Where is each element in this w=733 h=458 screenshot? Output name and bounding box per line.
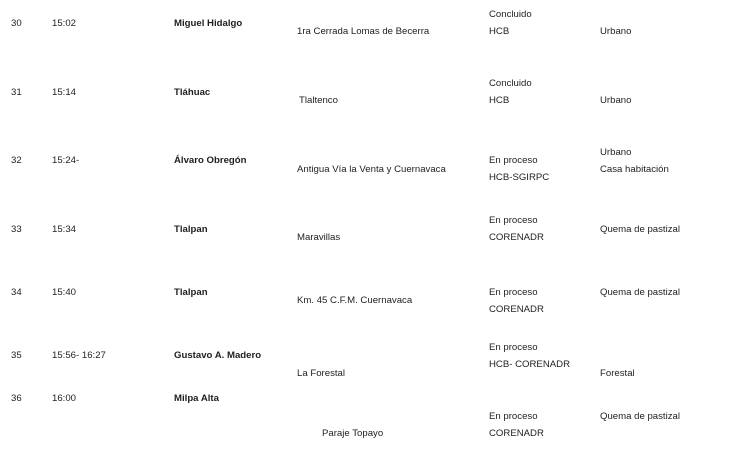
row-estado: Concluido [489,9,532,20]
row-estado: En proceso [489,411,538,422]
row-number: 32 [11,155,22,166]
row-time: 15:24- [52,155,80,166]
row-dependencia: HCB [489,26,510,37]
row-estado: Concluido [489,78,532,89]
row-tipo: Quema de pastizal [600,287,680,298]
row-delegacion: Tláhuac [174,87,211,98]
row-dependencia: HCB-SGIRPC [489,172,550,183]
row-tipo: Quema de pastizal [600,224,680,235]
row-lugar: Paraje Topayo [322,428,384,439]
row-lugar: Antigua Vía la Venta y Cuernavaca [297,164,446,175]
row-dependencia: CORENADR [489,428,544,439]
row-tipo: Forestal [600,368,635,379]
row-dependencia: HCB- CORENADR [489,359,571,370]
row-lugar: Km. 45 C.F.M. Cuernavaca [297,295,413,306]
row-tipo: Urbano [600,95,632,106]
row-dependencia: CORENADR [489,232,544,243]
row-time: 15:56- 16:27 [52,350,106,361]
row-time: 16:00 [52,393,77,404]
row-time: 15:14 [52,87,77,98]
row-delegacion: Tlalpan [174,224,208,235]
row-time: 15:34 [52,224,77,235]
row-tipo-secondary: Casa habitación [600,164,669,175]
row-delegacion: Miguel Hidalgo [174,18,243,29]
row-number: 36 [11,393,22,404]
row-estado: En proceso [489,287,538,298]
row-tipo: Urbano [600,147,632,158]
row-lugar: 1ra Cerrada Lomas de Becerra [297,26,430,37]
row-delegacion: Milpa Alta [174,393,219,404]
row-time: 15:02 [52,18,77,29]
row-delegacion: Tlalpan [174,287,208,298]
row-delegacion: Álvaro Obregón [174,155,247,166]
row-time: 15:40 [52,287,77,298]
row-number: 31 [11,87,22,98]
row-number: 30 [11,18,22,29]
row-tipo: Quema de pastizal [600,411,680,422]
row-tipo: Urbano [600,26,632,37]
row-number: 33 [11,224,22,235]
row-delegacion: Gustavo A. Madero [174,350,262,361]
row-number: 35 [11,350,22,361]
row-estado: En proceso [489,342,538,353]
row-dependencia: CORENADR [489,304,544,315]
row-lugar: Tlaltenco [299,95,338,106]
row-dependencia: HCB [489,95,510,106]
row-estado: En proceso [489,215,538,226]
row-estado: En proceso [489,155,538,166]
row-lugar: La Forestal [297,368,345,379]
row-lugar: Maravillas [297,232,341,243]
row-number: 34 [11,287,22,298]
